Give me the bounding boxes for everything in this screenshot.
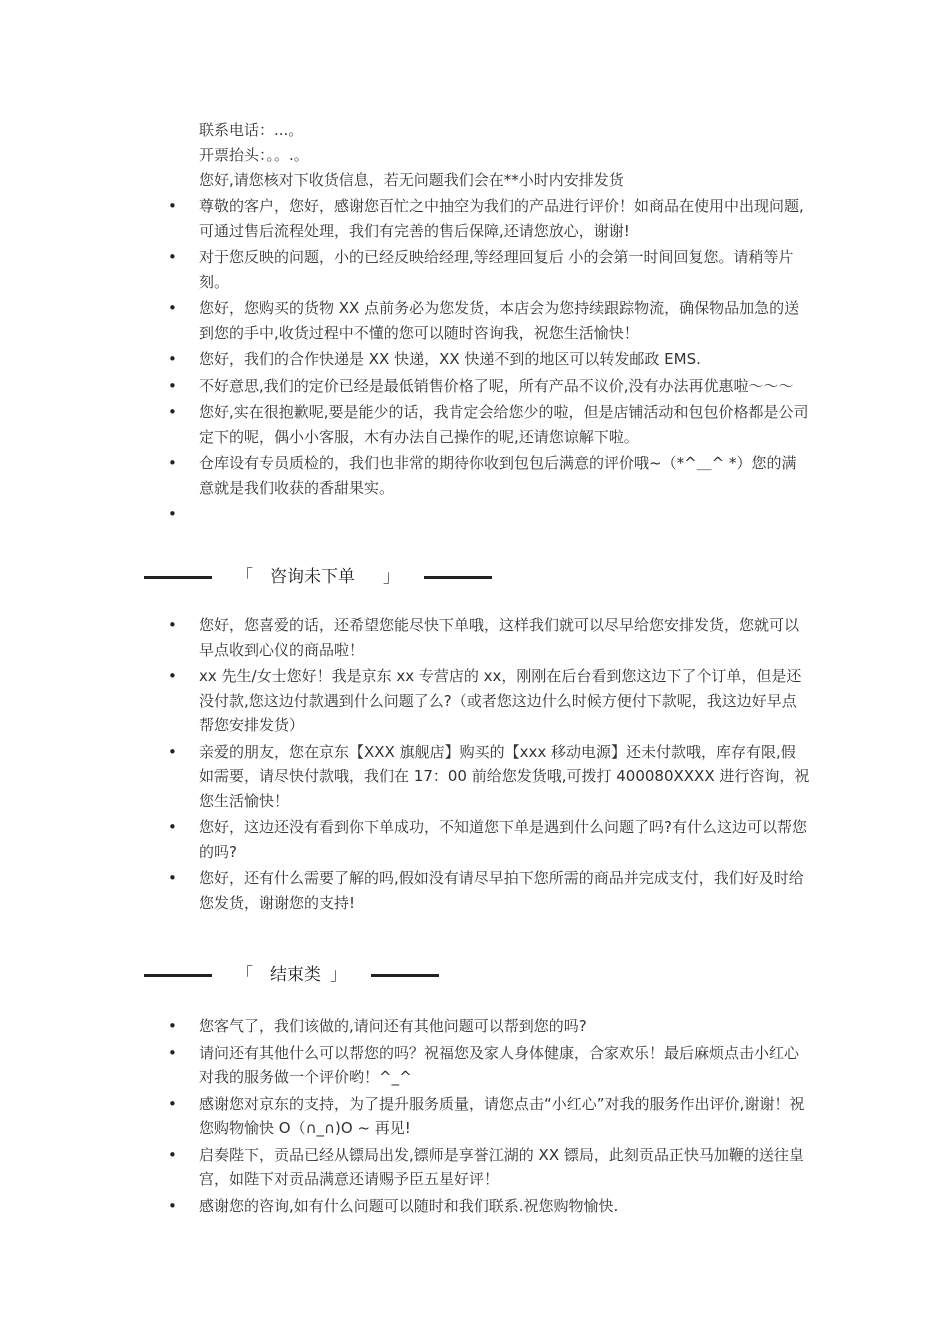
list-item [0, 296, 810, 345]
section-heading-unpaid [0, 563, 950, 591]
list-item-text: • 您好，还有什么需要了解的吗,假如没有请尽早拍下您所需的商品并完成支付，我们好及时给您发货，谢谢您的支持! [199, 869, 804, 912]
heading-rule-left [144, 576, 212, 579]
list-item [0, 664, 810, 738]
reply-list-closing [0, 1014, 950, 1220]
list-item-text: • 启奏陛下，贡品已经从镖局出发,镖师是享誉江湖的 XX 镖局，此刻贡品正快马加鞭的送往皇宫，如陛下对贡品满意还请赐予臣五星好评！ [199, 1145, 804, 1188]
list-item-text: • 您好，您喜爱的话，还希望您能尽快下单哦，这样我们就可以尽早给您安排发货，您就可以早点收到心仪的商品啦！ [199, 616, 800, 659]
heading-close-bracket: 」 [330, 965, 347, 985]
invoice-title-line: 开票抬头：。。.。 [199, 146, 309, 164]
list-item [0, 347, 810, 372]
list-item-text: • xx 先生/女士您好！我是京东 xx 专营店的 xx，刚刚在后台看到您这边下了个订单，但是还没付款,您这边付款遇到什么问题了么?（或者您这边什么时候方便付下款呢，我这边好早点帮您安排发货） [199, 667, 802, 734]
list-item-text: • 您好，您购买的货物 XX 点前务必为您发货，本店会为您持续跟踪物流，确保物品加急的送到您的手中,收货过程中不懂的您可以随时咨询我，祝您生活愉快！ [199, 299, 800, 342]
list-item [0, 613, 810, 662]
section-heading-closing [0, 961, 950, 989]
reply-list-general [0, 194, 950, 529]
heading-close-bracket: 」 [383, 567, 400, 587]
list-item-text: • 对于您反映的问题，小的已经反映给经理,等经理回复后 小的会第一时间回复您。请稍等片刻。 [199, 248, 794, 291]
list-item [0, 740, 810, 814]
list-item [0, 400, 810, 449]
list-item-text: • 仓库设有专员质检的，我们也非常的期待你收到包包后满意的评价哦~（*^＿^ *）您的满意就是我们收获的香甜果实。 [199, 454, 797, 497]
list-item [0, 1194, 810, 1219]
list-item [0, 1092, 810, 1141]
list-item-text: • 感谢您对京东的支持，为了提升服务质量，请您点击“小红心”对我的服务作出评价,谢谢！祝您购物愉快 O（∩_∩)O ~ 再见! [199, 1094, 805, 1137]
list-item [0, 815, 810, 864]
list-item [0, 245, 810, 294]
list-item-text: • 亲爱的朋友，您在京东【XXX 旗舰店】购买的【xxx 移动电源】还未付款哦，库存有限,假如需要，请尽快付款哦，我们在 17：00 前给您发货哦,可拨打 400080XXXX 进行咨询，祝您生活愉快！ [199, 742, 810, 810]
heading-open-bracket: 「 [236, 965, 253, 985]
heading-open-bracket: 「 [236, 567, 253, 587]
list-item-text: • 尊敬的客户，您好，感谢您百忙之中抽空为我们的产品进行评价！如商品在使用中出现问题,可通过售后流程处理，我们有完善的售后保障,还请您放心，谢谢! [199, 197, 804, 240]
list-item [0, 374, 810, 399]
list-item [0, 1143, 810, 1192]
list-item-text: • 您好,实在很抱歉呢,要是能少的话，我肯定会给您少的啦，但是店铺活动和包包价格都是公司定下的呢，偶小小客服，木有办法自己操作的呢,还请您谅解下啦。 [199, 403, 809, 446]
list-item-text [199, 502, 810, 527]
list-item-text: • 您客气了，我们该做的,请问还有其他问题可以帮到您的吗? [199, 1017, 587, 1035]
list-item [0, 866, 810, 915]
list-item-text: • 不好意思,我们的定价已经是最低销售价格了呢，所有产品不议价,没有办法再优惠啦～～～ [199, 376, 794, 395]
list-item [0, 194, 810, 243]
list-item [0, 451, 810, 500]
heading-rule-left [144, 974, 212, 977]
list-item-text: • 感谢您的咨询,如有什么问题可以随时和我们联系.祝您购物愉快. [199, 1196, 619, 1215]
list-item-text: • 您好，我们的合作快递是 XX 快递，XX 快递不到的地区可以转发邮政 EMS. [199, 350, 701, 368]
list-item [0, 1014, 810, 1039]
list-item [0, 1041, 810, 1090]
reply-list-unpaid [0, 613, 950, 917]
heading-title: 咨询未下单 [270, 567, 355, 587]
list-item-text: • 您好，这边还没有看到你下单成功，不知道您下单是遇到什么问题了吗?有什么这边可以帮您的吗? [199, 818, 807, 861]
heading-title: 结束类 [270, 965, 321, 985]
heading-rule-right [424, 576, 492, 579]
list-item-text: • 请问还有其他什么可以帮您的吗？祝福您及家人身体健康，合家欢乐！最后麻烦点击小红心对我的服务做一个评价哟！^_^ [199, 1043, 800, 1086]
list-item-empty [0, 502, 810, 527]
heading-rule-right [371, 974, 439, 977]
confirm-address-line: 您好,请您核对下收货信息，若无问题我们会在**小时内安排发货 [199, 171, 624, 189]
contact-phone-line: 联系电话：...。 [199, 121, 304, 139]
